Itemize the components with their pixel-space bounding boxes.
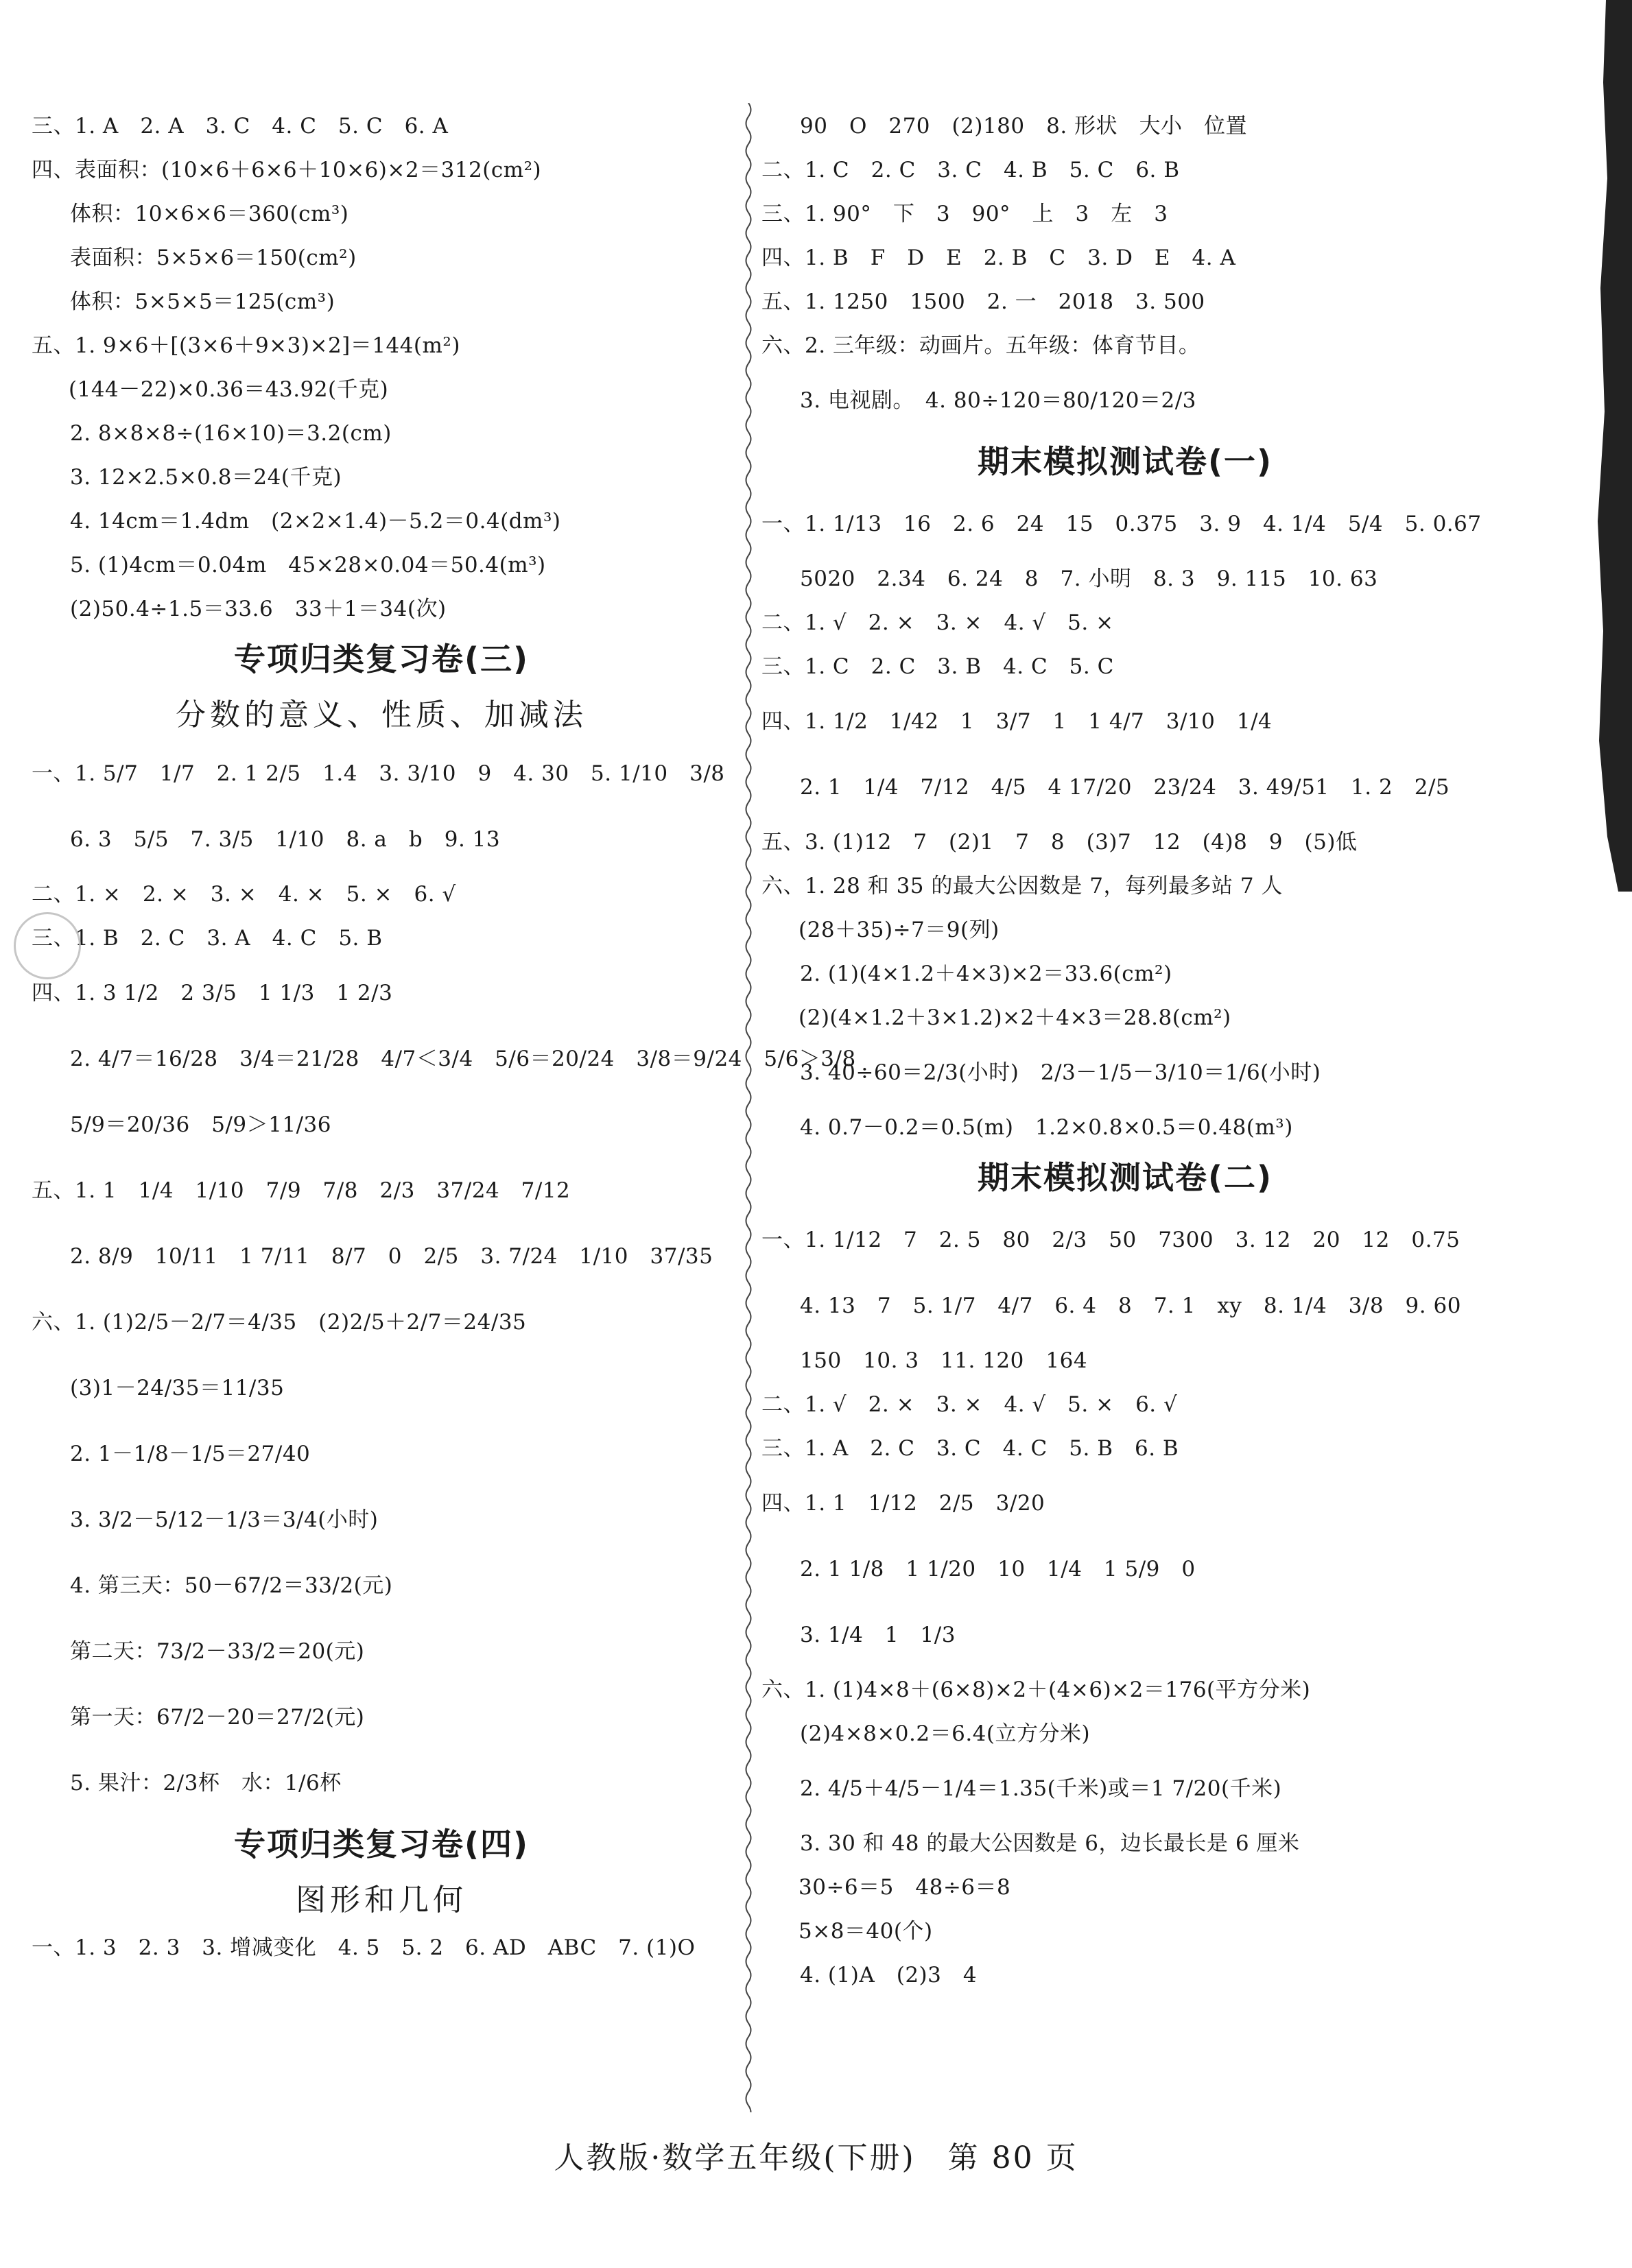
answer-line: 二、1. √ 2. × 3. × 4. √ 5. × 6. √ [761,1392,1178,1417]
answer-line: 四、1. 1/2 1/42 1 3/7 1 1 4/7 3/10 1/4 [761,708,1273,734]
answer-line: (2)4×8×0.2＝6.4(立方分米) [800,1721,1091,1746]
answer-line: 4. 13 7 5. 1/7 4/7 6. 4 8 7. 1 xy 8. 1/4 3/8 9. 60 [800,1293,1461,1318]
answer-line: 二、1. C 2. C 3. C 4. B 5. C 6. B [761,157,1180,182]
answer-line: 3. 3/2－5/12－1/3＝3/4(小时) [70,1507,379,1532]
answer-line: 三、1. B 2. C 3. A 4. C 5. B [32,925,383,951]
answer-line: 一、1. 1/12 7 2. 5 80 2/3 50 7300 3. 12 20 12 0.75 [761,1227,1460,1252]
answer-line: 四、1. B F D E 2. B C 3. D E 4. A [761,245,1236,270]
answer-line: 5. 果汁：2/3杯 水：1/6杯 [70,1770,342,1795]
answer-line: 体积：5×5×5＝125(cm³) [70,289,335,314]
answer-line: 一、1. 3 2. 3 3. 增减变化 4. 5 5. 2 6. AD ABC 7. (1)O [32,1935,696,1960]
stamp-mark [14,912,81,979]
answer-line: 五、1. 1 1/4 1/10 7/9 7/8 2/3 37/24 7/12 [32,1178,571,1203]
answer-line: 二、1. √ 2. × 3. × 4. √ 5. × [761,610,1114,635]
answer-line: 2. 4/5＋4/5－1/4＝1.35(千米)或＝1 7/20(千米) [800,1776,1282,1801]
answer-line: 2. 1 1/4 7/12 4/5 4 17/20 23/24 3. 49/51 1. 2 2/5 [800,774,1450,800]
answer-line: 2. 8/9 10/11 1 7/11 8/7 0 2/5 3. 7/24 1/10 37/35 [70,1243,713,1269]
answer-line: (2)50.4÷1.5＝33.6 33＋1＝34(次) [70,596,447,621]
answer-line: 六、1. (1)4×8＋(6×8)×2＋(4×6)×2＝176(平方分米) [761,1677,1311,1702]
answer-line: 体积：10×6×6＝360(cm³) [70,201,349,226]
answer-line: 150 10. 3 11. 120 164 [800,1348,1088,1373]
answer-line: 90 O 270 (2)180 8. 形状 大小 位置 [800,113,1248,139]
answer-line: 第一天：67/2－20＝27/2(元) [70,1704,365,1730]
answer-line: 四、1. 1 1/12 2/5 3/20 [761,1490,1045,1516]
answer-line: 六、2. 三年级：动画片。五年级：体育节目。 [761,333,1201,358]
answer-line: 2. 1－1/8－1/5＝27/40 [70,1441,311,1466]
answer-line: 三、1. A 2. A 3. C 4. C 5. C 6. A [32,113,449,139]
answer-line: 四、表面积：(10×6＋6×6＋10×6)×2＝312(cm²) [32,157,542,182]
answer-line: 一、1. 1/13 16 2. 6 24 15 0.375 3. 9 4. 1/4 5/4 5. 0.67 [761,511,1482,536]
section-title: 期末模拟测试卷(二) [977,1159,1273,1196]
answer-line: 3. 1/4 1 1/3 [800,1622,956,1647]
answer-line: 5×8＝40(个) [799,1918,933,1944]
answer-line: 4. (1)A (2)3 4 [800,1962,978,1988]
right-column [761,102,1489,1994]
answer-line: 六、1. (1)2/5－2/7＝4/35 (2)2/5＋2/7＝24/35 [32,1309,527,1335]
answer-line: 5/9＝20/36 5/9＞11/36 [70,1112,331,1137]
section-title: 专项归类复习卷(四) [233,1826,530,1863]
answer-line: 4. 第三天：50－67/2＝33/2(元) [70,1573,393,1598]
answer-line: 六、1. 28 和 35 的最大公因数是 7，每列最多站 7 人 [761,873,1283,898]
answer-line: 三、1. C 2. C 3. B 4. C 5. C [761,654,1114,679]
section-subtitle: 图形和几何 [296,1883,467,1918]
answer-line: 三、1. 90° 下 3 90° 上 3 左 3 [761,201,1168,226]
answer-line: 2. 8×8×8÷(16×10)＝3.2(cm) [70,420,392,446]
answer-line: 四、1. 3 1/2 2 3/5 1 1/3 1 2/3 [32,980,393,1005]
answer-line: (144－22)×0.36＝43.92(千克) [69,377,389,402]
section-title: 期末模拟测试卷(一) [977,443,1273,480]
answer-line: 五、3. (1)12 7 (2)1 7 8 (3)7 12 (4)8 9 (5)低 [761,829,1358,855]
answer-line: 三、1. A 2. C 3. C 4. C 5. B 6. B [761,1435,1179,1461]
answer-line: 30÷6＝5 48÷6＝8 [799,1874,1011,1900]
answer-line: 3. 30 和 48 的最大公因数是 6，边长最长是 6 厘米 [800,1830,1300,1856]
answer-line: 五、1. 9×6＋[(3×6＋9×3)×2]＝144(m²) [32,333,460,358]
answer-line: 3. 40÷60＝2/3(小时) 2/3－1/5－3/10＝1/6(小时) [800,1060,1321,1085]
answer-line: 4. 14cm＝1.4dm (2×2×1.4)－5.2＝0.4(dm³) [70,508,561,534]
page-footer: 人教版·数学五年级(下册) 第 80 页 [554,2140,1078,2175]
answer-line: (2)(4×1.2＋3×1.2)×2＋4×3＝28.8(cm²) [799,1005,1231,1030]
answer-line: 3. 电视剧。 4. 80÷120＝80/120＝2/3 [800,387,1196,413]
left-column [32,102,856,1967]
answer-line: 2. 4/7＝16/28 3/4＝21/28 4/7＜3/4 5/6＝20/24 3/8＝9/24 5/6＞3/8 [70,1046,856,1071]
torn-edge [1591,0,1632,892]
answer-line: 3. 12×2.5×0.8＝24(千克) [70,464,342,490]
section-subtitle: 分数的意义、性质、加减法 [176,697,587,732]
answer-line: (3)1－24/35＝11/35 [70,1375,285,1400]
answer-line: 2. (1)(4×1.2＋4×3)×2＝33.6(cm²) [800,961,1172,986]
answer-line: 表面积：5×5×6＝150(cm²) [70,245,357,270]
answer-line: 4. 0.7－0.2＝0.5(m) 1.2×0.8×0.5＝0.48(m³) [800,1114,1293,1140]
answer-line: 5. (1)4cm＝0.04m 45×28×0.04＝50.4(m³) [70,552,546,577]
answer-line: 二、1. × 2. × 3. × 4. × 5. × 6. √ [32,881,456,907]
answer-line: 一、1. 5/7 1/7 2. 1 2/5 1.4 3. 3/10 9 4. 30 5. 1/10 3/8 [32,761,725,786]
answer-line: (28＋35)÷7＝9(列) [799,917,1000,942]
answer-line: 五、1. 1250 1500 2. 一 2018 3. 500 [761,289,1205,314]
answer-line: 6. 3 5/5 7. 3/5 1/10 8. a b 9. 13 [70,826,501,852]
wavy-divider [742,103,755,2112]
answer-line: 2. 1 1/8 1 1/20 10 1/4 1 5/9 0 [800,1556,1196,1581]
section-title: 专项归类复习卷(三) [233,641,530,678]
answer-line: 5020 2.34 6. 24 8 7. 小明 8. 3 9. 115 10. 63 [800,566,1378,591]
answer-line: 第二天：73/2－33/2＝20(元) [70,1638,365,1664]
